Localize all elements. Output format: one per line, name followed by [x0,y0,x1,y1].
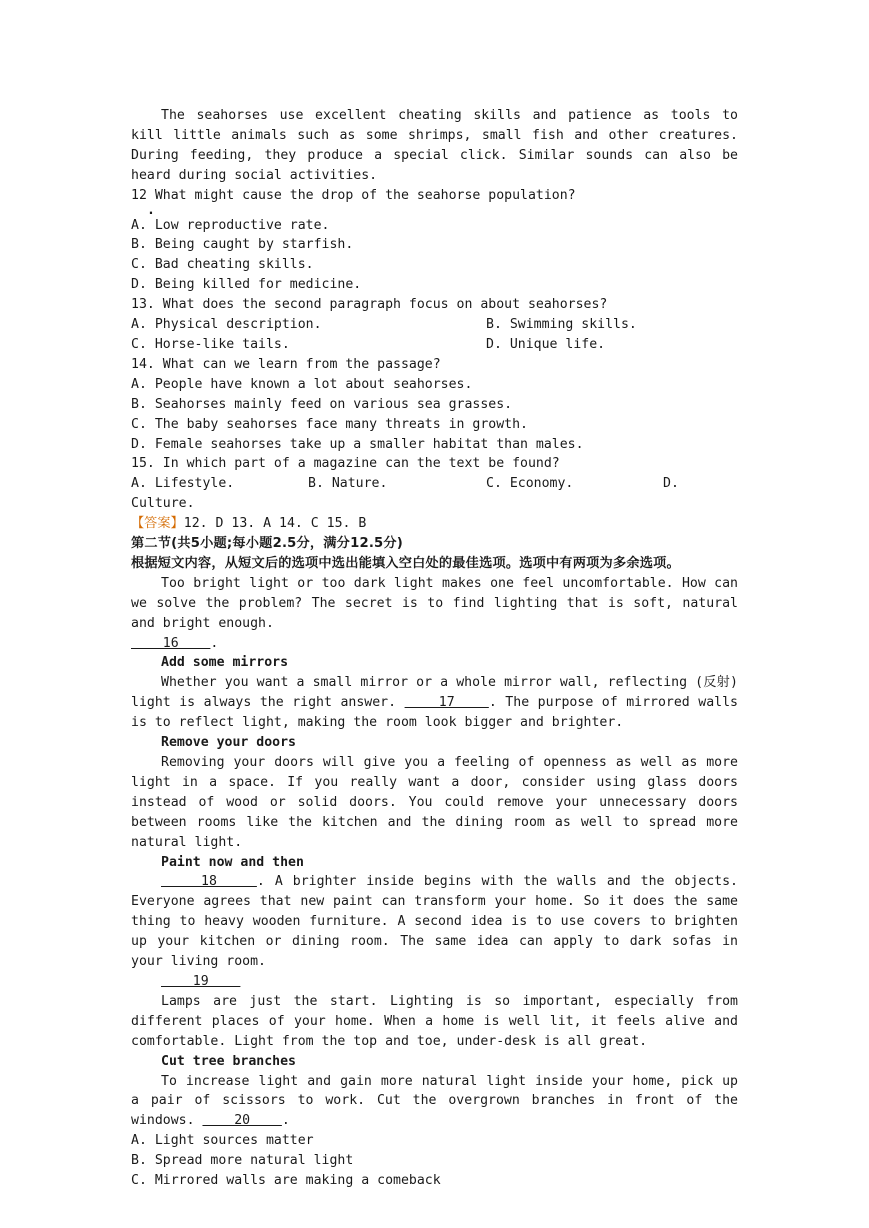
blank-17: 17 [404,695,489,711]
lamps-paragraph: Lamps are just the start. Lighting is so important, especially from different places of your home. When a home is well lit, it feels alive and comfortable. Light from the top and toe, under-desk is all great. [131,993,738,1049]
blank-16-period: . [210,635,219,651]
question-14-option-b: B. Seahorses mainly feed on various sea grasses. [131,396,513,412]
question-15-stem: 15. In which part of a magazine can the text be found? [131,456,560,472]
answer-line [131,514,738,534]
question-12-dot: . [147,202,155,218]
question-13-option-c: C. Horse-like tails. [131,336,290,352]
question-15-option-a: A. Lifestyle. [131,476,235,492]
blank-16: 16 [131,635,211,651]
mirrors-text-after: . The purpose of mirrored walls is to reflect light, making the room look bigger and brighter. [131,695,738,731]
question-14-option-c: C. The baby seahorses face many threats in growth. [131,416,528,432]
intro-paragraph: Too bright light or too dark light makes one feel uncomfortable. How can we solve the problem? The secret is to find lighting that is soft, natural and bright enough. [131,575,738,631]
heading-cut-branches: Cut tree branches [161,1053,296,1069]
option-b: B. Spread more natural light [131,1153,354,1169]
doors-paragraph: Removing your doors will give you a feeling of openness as well as more light in a space. If you really want a door, consider using glass doors instead of wood or solid doors. You could remove your unnecessary doors between rooms like the kitchen and the dining room as well to spread more natural light. [131,755,738,850]
question-15-options-row [131,474,738,494]
document-body [131,106,738,1191]
question-14-option-a: A. People have known a lot about seahorses. [131,376,473,392]
blank-20: 20 [202,1113,282,1129]
question-14-option-d: D. Female seahorses take up a smaller habitat than males. [131,436,584,452]
question-12-option-a: A. Low reproductive rate. [131,217,330,233]
question-12-option-c: C. Bad cheating skills. [131,257,314,273]
question-12-stem: 12 What might cause the drop of the seahorse population? [131,187,576,203]
question-15-option-d-continued: Culture. [131,496,195,512]
mirrors-paragraph [131,673,738,733]
answer-tag: 【答案】 [131,516,184,532]
passage-paragraph: The seahorses use excellent cheating skills and patience as tools to kill little animals such as some shrimps, small fish and other creatures. During feeding, they produce a special click. Similar sounds can also be heard during social activities. [131,108,738,183]
blank-16-line [131,634,738,654]
question-12-option-d: D. Being killed for medicine. [131,277,362,293]
cut-text-after: . [281,1113,290,1129]
section-2-title: 第二节(共5小题;每小题2.5分，满分12.5分) [131,536,404,552]
paint-text-after: . A brighter inside begins with the walls and the objects. Everyone agrees that new paint can transform your home. So it does the same thing to heavy wooden furniture. A second idea is to use covers to brighten up your kitchen or dining room. The same idea can apply to dark sofas in your living room. [131,874,738,970]
blank-19: 19 [161,973,241,989]
blank-19-line [131,972,738,992]
question-15-option-c: C. Economy. [486,476,574,492]
heading-add-mirrors: Add some mirrors [161,655,289,671]
question-13-options-row-2 [131,335,738,355]
question-13-option-b: B. Swimming skills. [486,317,637,333]
mirrors-text-before: Whether you want a small mirror or a whole mirror wall, reflecting (反射) light is always the right answer. [131,675,738,711]
question-12-option-b: B. Being caught by starfish. [131,237,354,253]
section-2-instruction: 根据短文内容，从短文后的选项中选出能填入空白处的最佳选项。选项中有两项为多余选项。 [131,555,680,571]
question-13-option-a: A. Physical description. [131,317,322,333]
option-c: C. Mirrored walls are making a comeback [131,1173,441,1189]
question-13-options-row-1 [131,315,738,335]
paint-paragraph [131,872,738,972]
question-15-option-d: D. [663,476,679,492]
heading-paint: Paint now and then [161,854,304,870]
question-14-stem: 14. What can we learn from the passage? [131,356,441,372]
heading-remove-doors: Remove your doors [161,735,296,751]
question-13-option-d: D. Unique life. [486,336,606,352]
cut-paragraph [131,1072,738,1132]
option-a: A. Light sources matter [131,1133,314,1149]
cut-text-before: To increase light and gain more natural light inside your home, pick up a pair of scissors to work. Cut the overgrown branches in front of the windows. [131,1073,738,1129]
question-15-option-b: B. Nature. [308,476,388,492]
question-13-stem: 13. What does the second paragraph focus on about seahorses? [131,297,608,313]
answer-text: 12. D 13. A 14. C 15. B [183,516,367,532]
blank-18: 18 [161,874,257,890]
